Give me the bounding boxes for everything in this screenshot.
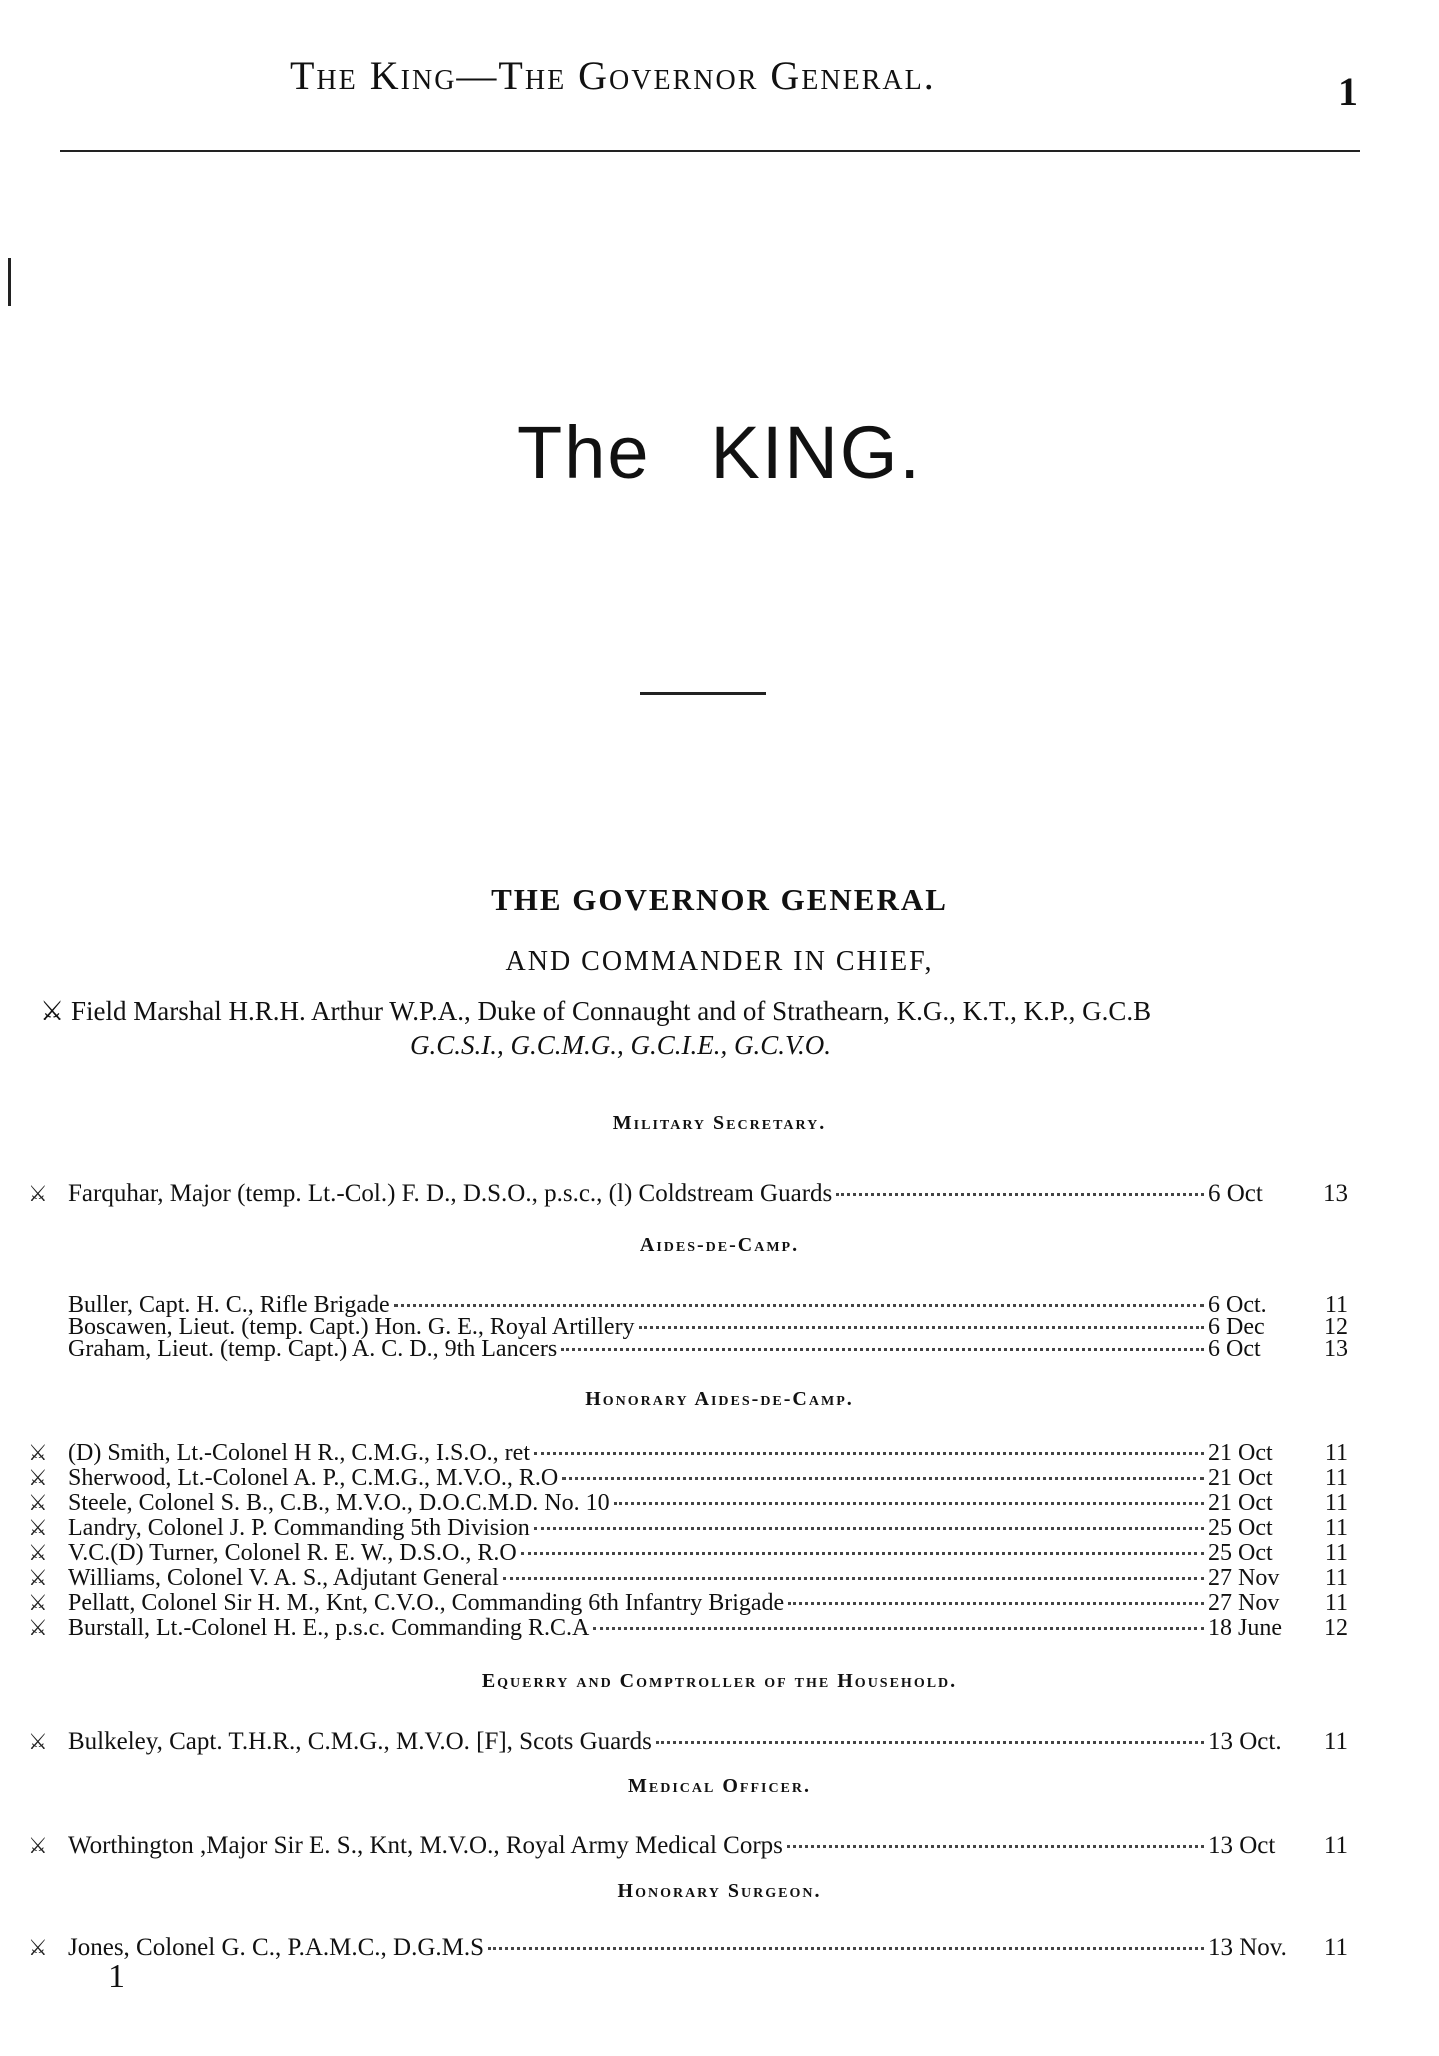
- crossed-swords-icon: ⚔: [28, 1935, 48, 1960]
- entry-date: 6 Dec: [1208, 1314, 1265, 1340]
- entry-text: Graham, Lieut. (temp. Capt.) A. C. D., 9th Lancers: [68, 1336, 558, 1362]
- list-item: [28, 1590, 1348, 1618]
- dot-leader: [503, 1577, 1204, 1580]
- entry-text: Buller, Capt. H. C., Rifle Brigade: [68, 1292, 390, 1318]
- dot-leader: [561, 1348, 1204, 1351]
- entry-year: 11: [1324, 1515, 1348, 1541]
- governor-general-subheading: AND COMMANDER IN CHIEF,: [505, 946, 934, 977]
- crossed-swords-icon: ⚔: [28, 1565, 48, 1590]
- entry-text: Burstall, Lt.-Colonel H. E., p.s.c. Commanding R.C.A: [68, 1615, 590, 1641]
- page-title: [0, 410, 1439, 495]
- entry-date: 21 Oct: [1208, 1490, 1273, 1516]
- list-item: [28, 1336, 1348, 1364]
- list-item: [28, 1934, 1348, 1962]
- entry-text: Pellatt, Colonel Sir H. M., Knt, C.V.O., Commanding 6th Infantry Brigade: [68, 1590, 785, 1616]
- title-rule: [640, 692, 766, 695]
- entry-year: 12: [1324, 1615, 1348, 1641]
- entry-text: Bulkeley, Capt. T.H.R., C.M.G., M.V.O. [F], Scots Guards: [68, 1728, 652, 1755]
- entry-date: 6 Oct: [1208, 1180, 1263, 1207]
- entry-date: 6 Oct: [1208, 1336, 1261, 1362]
- section-honorary-aides: Honorary Aides-de-Camp.: [585, 1388, 854, 1410]
- governor-general-name: Field Marshal H.R.H. Arthur W.P.A., Duke of Connaught and of Strathearn, K.G., K.T., K.P., G.C.B: [70, 996, 1152, 1026]
- dot-leader: [788, 1602, 1204, 1605]
- entry-text: Boscawen, Lieut. (temp. Capt.) Hon. G. E., Royal Artillery: [68, 1314, 635, 1340]
- list-item: [28, 1180, 1348, 1208]
- entry-year: 11: [1324, 1440, 1348, 1466]
- entry-text: Williams, Colonel V. A. S., Adjutant General: [68, 1565, 499, 1591]
- crossed-swords-icon: ⚔: [28, 1490, 48, 1515]
- entry-year: 11: [1324, 1565, 1348, 1591]
- page-number: 1: [1338, 69, 1358, 114]
- entry-year: 11: [1324, 1540, 1348, 1566]
- running-head: The King—The Governor General.: [290, 53, 936, 98]
- crossed-swords-icon: ⚔: [28, 1615, 48, 1640]
- governor-general-line-2: G.C.S.I., G.C.M.G., G.C.I.E., G.C.V.O.: [410, 1030, 832, 1060]
- crossed-swords-icon: ⚔: [28, 1590, 48, 1615]
- entry-year: 11: [1324, 1490, 1348, 1516]
- entry-date: 13 Oct: [1208, 1832, 1276, 1859]
- section-equerry: Equerry and Comptroller of the Household.: [481, 1670, 958, 1692]
- dot-leader: [593, 1627, 1204, 1630]
- entry-date: 21 Oct: [1208, 1440, 1273, 1466]
- governor-general-line-1: [40, 996, 1151, 1027]
- dot-leader: [787, 1845, 1204, 1848]
- entry-year: 13: [1323, 1180, 1348, 1207]
- list-item: [28, 1615, 1348, 1643]
- entry-text: Steele, Colonel S. B., C.B., M.V.O., D.O.C.M.D. No. 10: [68, 1490, 610, 1516]
- dot-leader: [534, 1527, 1204, 1530]
- crossed-swords-icon: ⚔: [28, 1181, 48, 1206]
- entry-year: 13: [1324, 1336, 1348, 1362]
- entry-date: 27 Nov: [1208, 1590, 1280, 1616]
- crossed-swords-icon: ⚔: [28, 1729, 48, 1754]
- list-item: [28, 1515, 1348, 1543]
- entry-date: 27 Nov: [1208, 1565, 1280, 1591]
- dot-leader: [562, 1477, 1204, 1480]
- entry-text: Sherwood, Lt.-Colonel A. P., C.M.G., M.V.O., R.O: [68, 1465, 559, 1491]
- header-rule: [60, 150, 1360, 152]
- entry-text: Jones, Colonel G. C., P.A.M.C., D.G.M.S: [68, 1934, 485, 1961]
- entry-date: 13 Oct.: [1208, 1728, 1282, 1755]
- entry-text: (D) Smith, Lt.-Colonel H R., C.M.G., I.S.O., ret: [68, 1440, 530, 1466]
- entry-date: 13 Nov.: [1208, 1934, 1287, 1961]
- crossed-swords-icon: ⚔: [28, 1515, 48, 1540]
- governor-general-heading: THE GOVERNOR GENERAL: [491, 882, 948, 917]
- entry-text: Farquhar, Major (temp. Lt.-Col.) F. D., D.S.O., p.s.c., (l) Coldstream Guards: [68, 1180, 833, 1207]
- dot-leader: [639, 1326, 1204, 1329]
- entry-year: 11: [1323, 1728, 1348, 1755]
- entry-text: V.C.(D) Turner, Colonel R. E. W., D.S.O., R.O: [68, 1540, 517, 1566]
- list-item: [28, 1832, 1348, 1860]
- dot-leader: [836, 1193, 1204, 1196]
- crossed-swords-icon: ⚔: [28, 1540, 48, 1565]
- section-aides-de-camp: Aides-de-Camp.: [639, 1234, 800, 1256]
- margin-mark: [8, 258, 11, 306]
- entry-year: 12: [1324, 1314, 1348, 1340]
- entry-year: 11: [1324, 1465, 1348, 1491]
- list-item: [28, 1565, 1348, 1593]
- crossed-swords-icon: ⚔: [28, 1833, 48, 1858]
- title-part-the: The: [517, 411, 651, 494]
- entry-date: 25 Oct: [1208, 1515, 1273, 1541]
- dot-leader: [394, 1304, 1204, 1307]
- footer-page-number: 1: [108, 1958, 125, 1995]
- dot-leader: [534, 1452, 1204, 1455]
- list-item: [28, 1728, 1348, 1756]
- crossed-swords-icon: ⚔: [28, 1440, 48, 1465]
- entry-date: 18 June: [1208, 1615, 1282, 1641]
- list-item: [28, 1465, 1348, 1493]
- entry-date: 6 Oct.: [1208, 1292, 1267, 1318]
- crossed-swords-icon: ⚔: [40, 996, 65, 1026]
- entry-year: 11: [1324, 1292, 1348, 1318]
- entry-date: 21 Oct: [1208, 1465, 1273, 1491]
- dot-leader: [521, 1552, 1204, 1555]
- entry-year: 11: [1323, 1934, 1348, 1961]
- dot-leader: [488, 1947, 1204, 1950]
- entry-date: 25 Oct: [1208, 1540, 1273, 1566]
- entry-text: Landry, Colonel J. P. Commanding 5th Division: [68, 1515, 530, 1541]
- list-item: [28, 1440, 1348, 1468]
- section-honorary-surgeon: Honorary Surgeon.: [617, 1880, 822, 1902]
- entry-year: 11: [1324, 1590, 1348, 1616]
- crossed-swords-icon: ⚔: [28, 1465, 48, 1490]
- title-part-king: KING.: [710, 411, 922, 494]
- list-item: [28, 1490, 1348, 1518]
- entry-text: Worthington ,Major Sir E. S., Knt, M.V.O., Royal Army Medical Corps: [68, 1832, 783, 1859]
- entry-year: 11: [1323, 1832, 1348, 1859]
- dot-leader: [614, 1502, 1204, 1505]
- list-item: [28, 1540, 1348, 1568]
- dot-leader: [656, 1741, 1204, 1744]
- section-medical-officer: Medical Officer.: [628, 1775, 811, 1797]
- section-military-secretary: Military Secretary.: [612, 1112, 827, 1134]
